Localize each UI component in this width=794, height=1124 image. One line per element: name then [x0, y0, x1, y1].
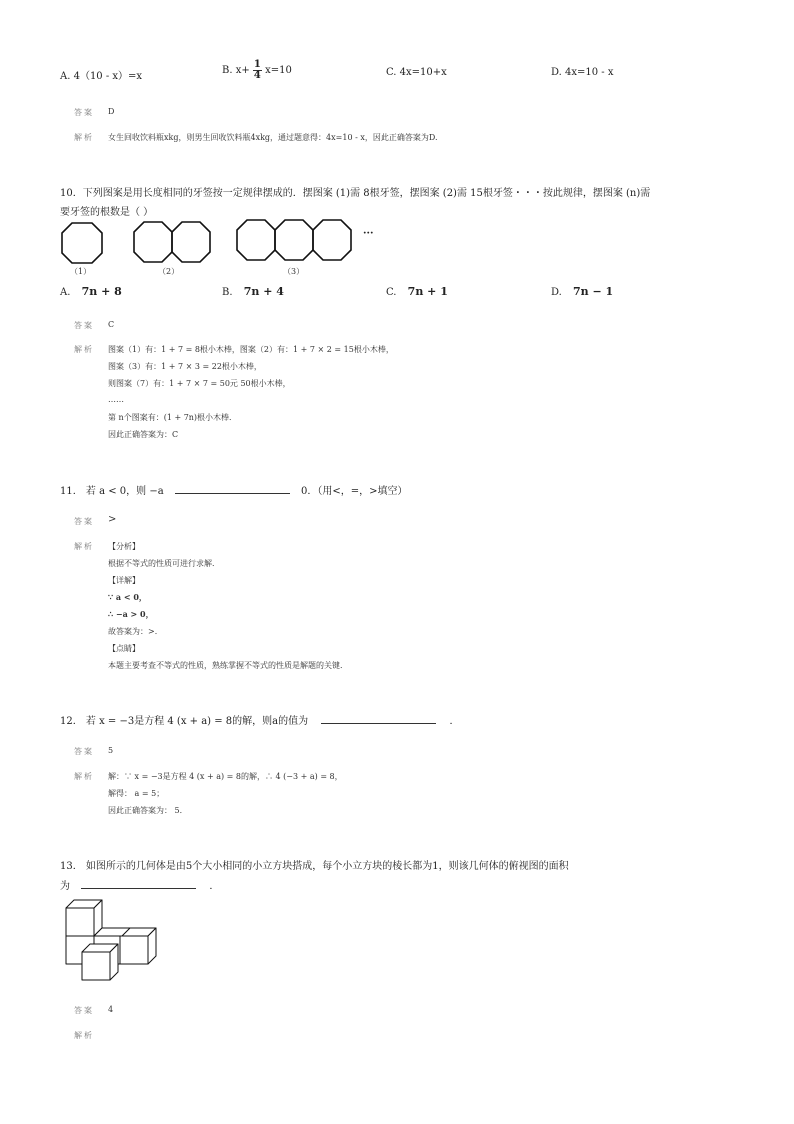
q11-analysis-label: 解析	[74, 542, 94, 551]
q13-text-line2-prefix: 为	[60, 881, 70, 892]
q9-option-d: D. 4x=10 - x	[551, 67, 614, 78]
q12-text-prefix: 12． 若 x = −3是方程 4 (x + a) = 8的解，则a的值为	[60, 716, 309, 727]
fraction-numerator: 1	[253, 59, 261, 70]
q13-analysis-label: 解析	[74, 1031, 94, 1040]
q12-analysis-label: 解析	[74, 772, 94, 781]
q10-analysis-line-2: 图案（3）有：1 + 7 × 3 = 22根小木棒，	[108, 362, 262, 371]
q10-analysis-line-5: 第 n个图案有：(1 + 7n)根小木棒．	[108, 413, 238, 422]
q10-option-d-expr: 7n − 1	[573, 285, 614, 298]
q13-text-line1: 13． 如图所示的几何体是由5个大小相同的小立方块搭成，每个小立方块的棱长都为1，则该几何体的俯视图的面积	[60, 861, 569, 872]
q11-analysis-line-4: ∵ a < 0，	[108, 592, 147, 602]
q9-option-b-suffix: x=10	[265, 65, 292, 76]
q11-text-suffix: 0．（用<，=，>填空）	[301, 486, 408, 497]
q10-fig1-label: （1）	[70, 267, 92, 276]
q12-text-suffix: ．	[449, 716, 460, 727]
q11-text-prefix: 11． 若 a < 0，则 −a	[60, 486, 164, 497]
q13-answer-label: 答案	[74, 1006, 94, 1015]
q11-analysis-line-2: 根据不等式的性质可进行求解．	[108, 559, 220, 568]
q10-answer: C	[108, 320, 115, 329]
q11-analysis-line-8: 本题主要考查不等式的性质，熟练掌握不等式的性质是解题的关键．	[108, 661, 348, 670]
q12-analysis-line-3: 因此正确答案为： 5．	[108, 806, 188, 815]
q11-answer: >	[108, 514, 117, 525]
q9-option-c: C. 4x=10+x	[386, 67, 447, 78]
q9-analysis-label: 解析	[74, 133, 94, 142]
q10-answer-label: 答案	[74, 321, 94, 330]
q10-option-a-letter: A.	[60, 287, 71, 298]
q9-analysis: 女生回收饮料瓶xkg，则男生回收饮料瓶4xkg，通过题意得：4x=10 - x，因此正确答案为D.	[108, 133, 438, 142]
q10-analysis-line-4: ……	[108, 395, 124, 404]
q10-analysis-label: 解析	[74, 345, 94, 354]
q10-option-d-letter: D.	[551, 287, 562, 298]
q9-answer: D	[108, 107, 115, 116]
q10-fig2-label: （2）	[158, 267, 180, 276]
q10-fig3-label: （3）	[283, 267, 305, 276]
q10-ellipsis: ···	[363, 228, 374, 239]
q13-answer: 4	[108, 1005, 114, 1014]
q10-option-b-letter: B.	[222, 287, 233, 298]
q12-analysis-line-2: 解得： a = 5；	[108, 789, 165, 798]
q12-answer-label: 答案	[74, 747, 94, 756]
q10-option-c-expr: 7n + 1	[407, 285, 448, 298]
q11-analysis-line-7: 【点睛】	[108, 644, 140, 653]
q13-text-line2-suffix: ．	[209, 881, 220, 892]
q9-option-b-prefix: B. x+	[222, 65, 250, 76]
q11-analysis-line-5: ∴ −a > 0，	[108, 609, 154, 619]
q10-option-a-expr: 7n + 8	[81, 285, 122, 298]
q10-text-line1: 10．下列图案是用长度相同的牙签按一定规律摆成的．摆图案 (1)需 8根牙签，摆图案 (2)需 15根牙签・・・按此规律，摆图案 (n)需	[60, 188, 651, 199]
q10-analysis-line-6: 因此正确答案为：C	[108, 430, 179, 439]
q10-option-c-letter: C.	[386, 287, 397, 298]
fraction-denominator: 4	[253, 70, 261, 81]
q9-answer-label: 答案	[74, 108, 94, 117]
q10-option-b-expr: 7n + 4	[243, 285, 284, 298]
q10-text-line2: 要牙签的根数是（ ）	[60, 207, 154, 218]
cube-front-front	[82, 952, 110, 980]
cube-top-front	[66, 908, 94, 936]
q10-analysis-line-1: 图案（1）有：1 + 7 = 8根小木棒，图案（2）有：1 + 7 × 2 = 15根小木棒，	[108, 345, 394, 354]
q11-analysis-line-1: 【分析】	[108, 542, 140, 551]
q11-analysis-line-3: 【详解】	[108, 576, 140, 585]
cube-back-right-front	[120, 936, 148, 964]
q9-option-a: A. 4（10 - x）=x	[60, 71, 143, 82]
q11-answer-label: 答案	[74, 517, 94, 526]
q10-analysis-line-3: 则图案（7）有：1 + 7 × 7 = 50元 50根小木棒，	[108, 379, 291, 388]
q12-answer: 5	[108, 746, 114, 755]
q11-analysis-line-6: 故答案为：>．	[108, 627, 163, 636]
q12-analysis-line-1: 解：∵ x = −3是方程 4 (x + a) = 8的解，∴ 4 (−3 + a) = 8，	[108, 772, 343, 781]
